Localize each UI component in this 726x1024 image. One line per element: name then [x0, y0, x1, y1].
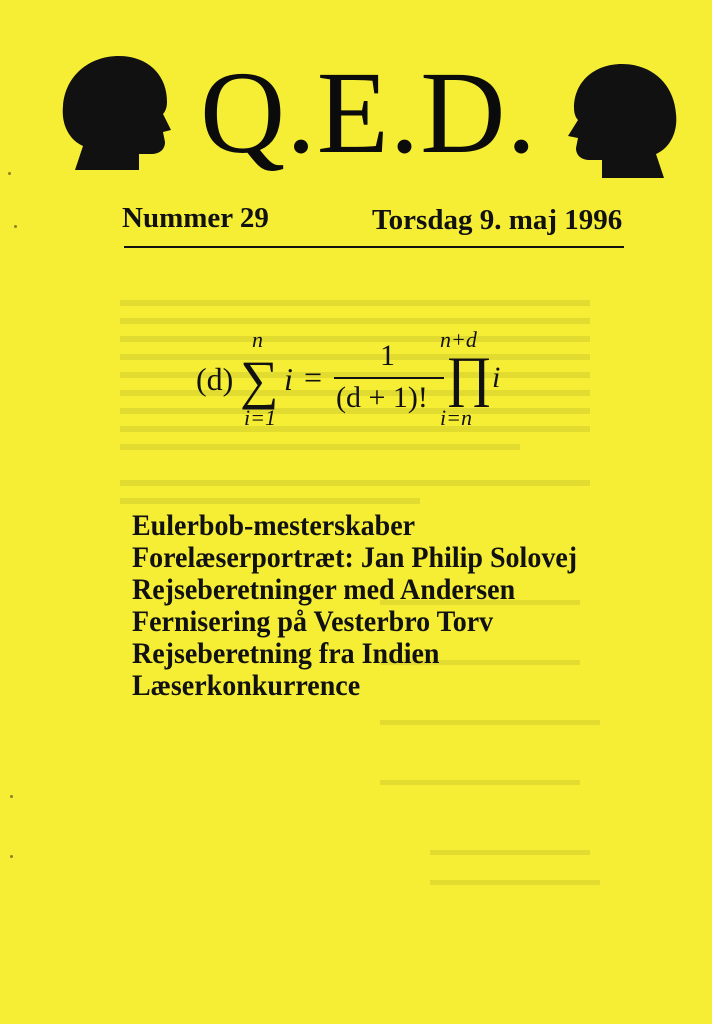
equals-sign: =	[304, 359, 323, 395]
paper-speck	[10, 795, 13, 798]
magazine-title: Q.E.D.	[200, 47, 538, 178]
paper-speck	[14, 225, 17, 228]
sum-lower-limit: i=1	[244, 405, 276, 430]
product-factor: i	[492, 361, 501, 394]
contents-item: Forelæserportræt: Jan Philip Solovej	[132, 542, 578, 575]
paper-speck	[10, 855, 13, 858]
product-lower-limit: i=n	[440, 405, 472, 430]
header-rule	[124, 246, 624, 248]
scan-margin	[712, 0, 726, 1024]
contents-item: Rejseberetninger med Andersen	[132, 574, 516, 607]
fraction-bar	[334, 377, 444, 379]
fraction-numerator: 1	[380, 339, 395, 372]
contents-item: Eulerbob-mesterskaber	[132, 510, 416, 543]
contents-item: Læserkonkurrence	[132, 670, 361, 703]
formula-prefix: (d)	[196, 361, 234, 397]
paper-speck	[8, 172, 11, 175]
product-upper-limit: n+d	[440, 327, 477, 352]
fraction-denominator: (d + 1)!	[336, 381, 428, 414]
contents-item: Rejseberetning fra Indien	[132, 638, 440, 671]
issue-number: Nummer 29	[122, 202, 269, 234]
sum-symbol: ∑	[240, 350, 279, 410]
sum-upper-limit: n	[252, 327, 263, 352]
profile-silhouette-facing-right-icon	[55, 50, 173, 176]
product-symbol: ∏	[446, 346, 493, 408]
contents-item: Fernisering på Vesterbro Torv	[132, 606, 494, 639]
summand: i	[284, 361, 293, 397]
profile-silhouette-facing-left-icon	[566, 56, 684, 182]
issue-date: Torsdag 9. maj 1996	[372, 204, 623, 236]
contents-list	[132, 510, 612, 702]
formula	[196, 325, 536, 435]
